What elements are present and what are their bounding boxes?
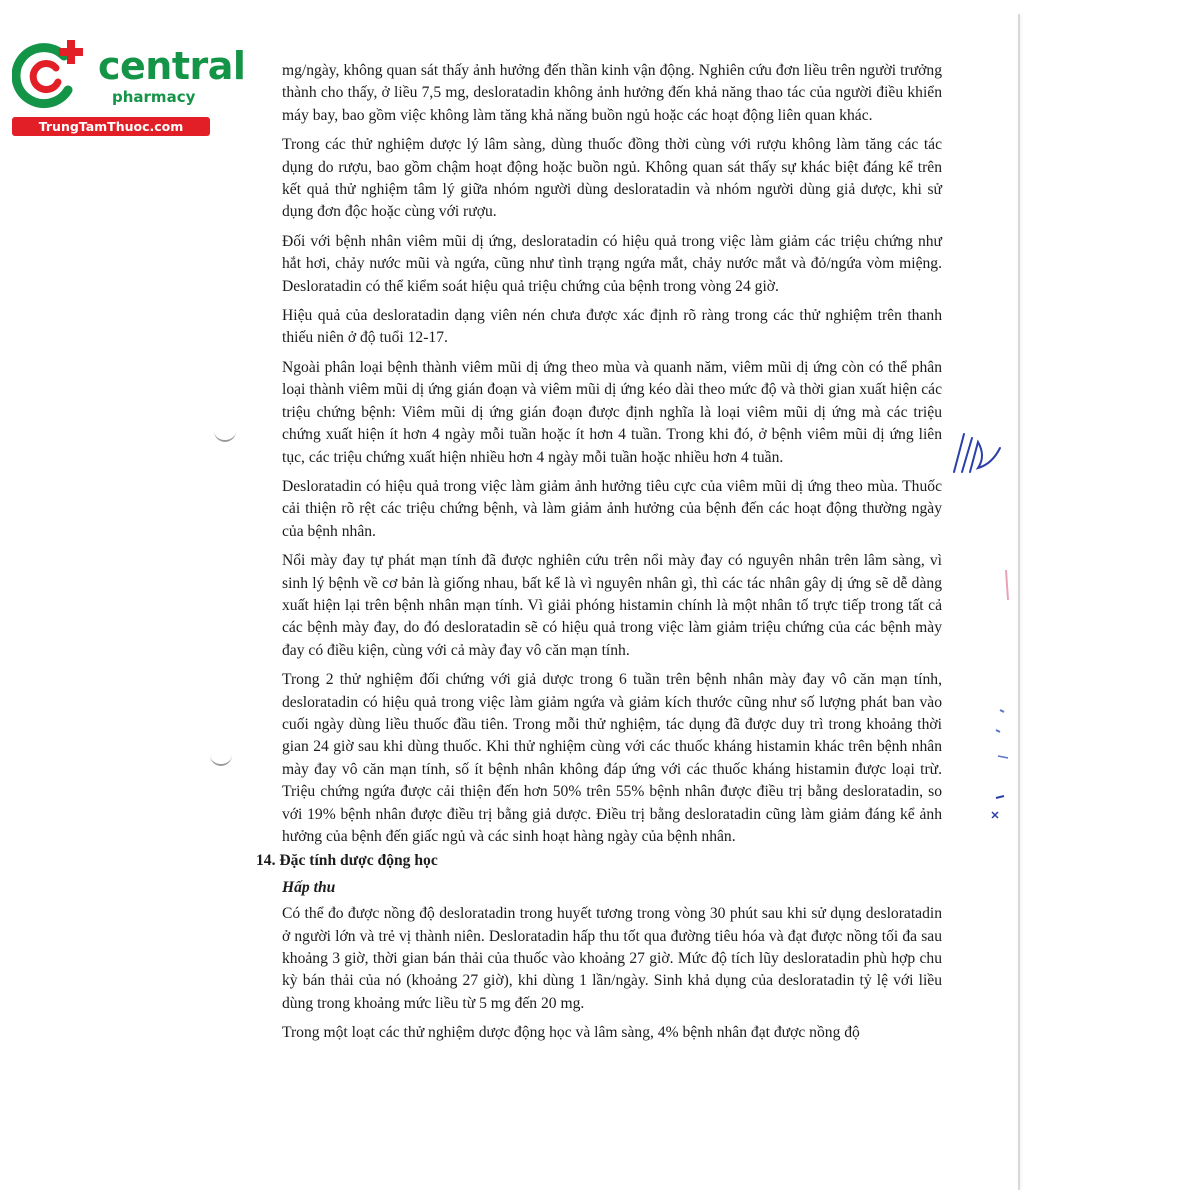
document-body <box>256 60 942 1052</box>
paragraph: Có thể đo được nồng độ desloratadin trong huyết tương trong vòng 30 phút sau khi sử dụng desloratadin ở người lớn và trẻ vị thành niên. Desloratadin hấp thu tốt qua đường tiêu hóa và đạt được nồng tối đa sau khoảng 3 giờ, thời gian bán thải của thuốc vào khoảng 27 giờ. Mức độ tích lũy desloratadin phù hợp chu kỳ bán thải của nó (khoảng 27 giờ), khi dùng 1 lần/ngày. Sinh khả dụng của desloratadin tỷ lệ với liều dùng trong khoảng mức liều từ 5 mg đến 20 mg. <box>282 905 942 1012</box>
punch-hole-mark <box>214 428 236 442</box>
paragraph: Trong một loạt các thử nghiệm dược động học và lâm sàng, 4% bệnh nhân đạt được nồng độ <box>282 1024 860 1042</box>
punch-hole-mark <box>210 752 232 766</box>
paragraph: Trong các thử nghiệm dược lý lâm sàng, dùng thuốc đồng thời cùng với rượu không làm tăng các tác dụng do rượu, bao gồm chậm hoạt động hoặc buồn ngủ. Không quan sát thấy sự khác biệt đáng kể trên kết quả thử nghiệm tâm lý giữa nhóm người dùng desloratadin và nhóm người dùng giả dược, khi sử dụng đơn độc hoặc cùng với rượu. <box>282 136 942 221</box>
page-edge <box>1018 14 1020 1190</box>
paragraph: Nổi mày đay tự phát mạn tính đã được nghiên cứu trên nổi mày đay có nguyên nhân trên lâm sàng, vì sinh lý bệnh về cơ bản là giống nhau, bất kể là vì nguyên nhân gì, thì các tác nhân gây dị ứng sẽ dễ dàng xuất hiện lại trên bệnh nhân mạn tính. Vì giải phóng histamin chính là một nhân tố trực tiếp trong tất cả các bệnh mày đay, do đó desloratadin sẽ có hiệu quả trong việc làm giảm triệu chứng của các bệnh mày đay có điều kiện, cùng với cả mày đay vô căn mạn tính. <box>282 552 942 659</box>
brand-subtitle: pharmacy <box>112 88 196 106</box>
handwritten-signature-icon <box>948 428 1004 480</box>
paragraph: Trong 2 thử nghiệm đối chứng với giả dược trong 6 tuần trên bệnh nhân mày đay vô căn mạn tính, desloratadin có hiệu quả trong việc làm giảm ngứa và giảm kích thước cũng như số lượng phát ban vào cuối ngày dùng liều thuốc đầu tiên. Trong mỗi thử nghiệm, tác dụng đã được duy trì trong khoảng thời gian 24 giờ sau khi dùng thuốc. Khi thử nghiệm cùng với các thuốc kháng histamin khác trên bệnh nhân mày đay vô căn mạn tính, số ít bệnh nhân không đáp ứng với các thuốc kháng histamin được loại trừ. Triệu chứng ngứa được cải thiện đến hơn 50% trên 55% bệnh nhân được điều trị bằng desloratadin, so với 19% bệnh nhân được điều trị bằng giả dược. Điều trị bằng desloratadin cũng làm giảm đáng kể ảnh hưởng của bệnh đến giấc ngủ và các sinh hoạt hàng ngày của bệnh nhân. <box>282 671 942 845</box>
brand-name: central <box>98 44 246 88</box>
paragraph: Ngoài phân loại bệnh thành viêm mũi dị ứng theo mùa và quanh năm, viêm mũi dị ứng còn có thể phân loại thành viêm mũi dị ứng gián đoạn và viêm mũi dị ứng kéo dài theo mức độ và thời gian xuất hiện các triệu chứng bệnh: Viêm mũi dị ứng gián đoạn được định nghĩa là loại viêm mũi dị ứng mà các triệu chứng xuất hiện ít hơn 4 ngày mỗi tuần hoặc ít hơn 4 tuần. Trong khi đó, ở bệnh viêm mũi dị ứng liên tục, các triệu chứng xuất hiện nhiều hơn 4 ngày mỗi tuần hoặc nhiều hơn 4 tuần. <box>282 358 942 466</box>
central-pharmacy-logo <box>12 38 246 138</box>
brand-url: TrungTamThuoc.com <box>12 117 210 136</box>
stamp-marks-icon <box>986 560 1016 860</box>
pharmacy-logo-icon <box>12 38 90 110</box>
paragraph: Desloratadin có hiệu quả trong việc làm giảm ảnh hưởng tiêu cực của viêm mũi dị ứng theo mùa. Thuốc cải thiện rõ rệt các triệu chứng bệnh, và làm giảm ảnh hưởng của bệnh đến các hoạt động thường ngày của bệnh nhân. <box>282 477 942 540</box>
paragraph: mg/ngày, không quan sát thấy ảnh hưởng đến thần kinh vận động. Nghiên cứu đơn liều trên người trưởng thành cho thấy, ở liều 7,5 mg, desloratadin không ảnh hưởng đến khả năng thao tác của người điều khiển máy bay, bao gồm việc không làm tăng khả năng buồn ngủ hoặc các hoạt động liên quan khác. <box>282 62 942 124</box>
section-heading: 14. Đặc tính dược động học <box>256 852 438 870</box>
subsection-heading: Hấp thu <box>282 878 336 896</box>
paragraph: Hiệu quả của desloratadin dạng viên nén chưa được xác định rõ ràng trong các thử nghiệm trên thanh thiếu niên ở độ tuổi 12-17. <box>282 307 942 347</box>
paragraph: Đối với bệnh nhân viêm mũi dị ứng, desloratadin có hiệu quả trong việc làm giảm các triệu chứng như hắt hơi, chảy nước mũi và ngứa, cũng như tình trạng ngứa mắt, chảy nước mắt và đỏ/ngứa vòm miệng. Desloratadin có thể kiểm soát hiệu quả triệu chứng của bệnh trong vòng 24 giờ. <box>282 232 942 295</box>
